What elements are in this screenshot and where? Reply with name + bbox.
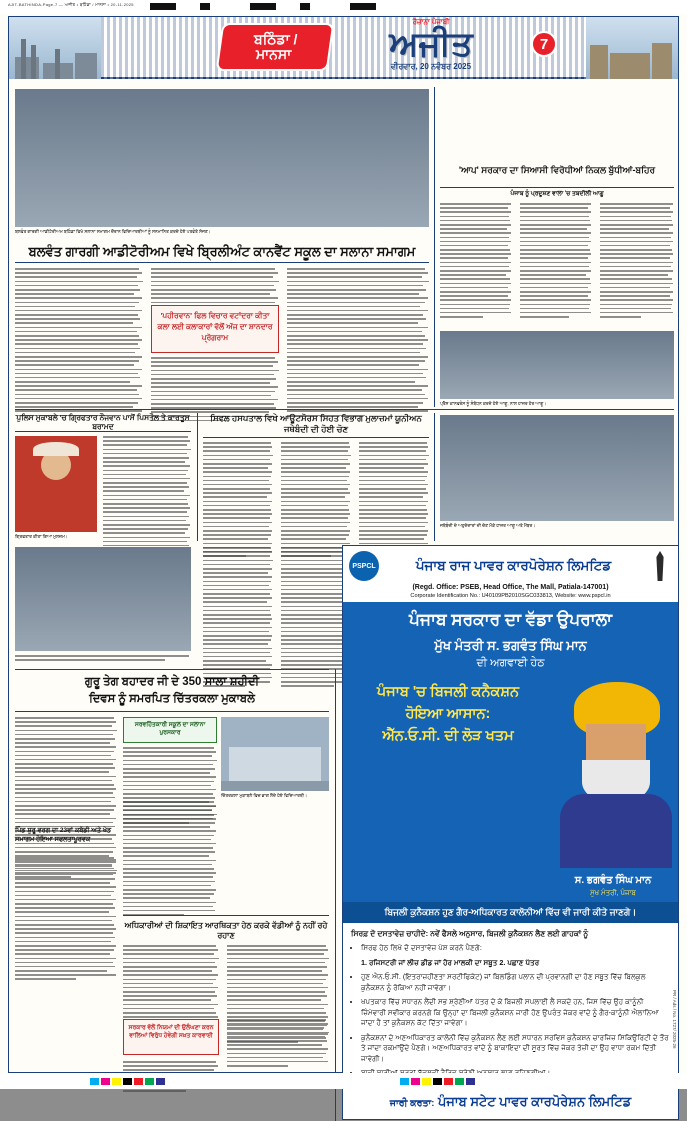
ad-bullet-list (351, 943, 670, 1079)
lead-col-1 (15, 268, 143, 419)
mid-divider-2 (434, 413, 435, 541)
ad-bullet-item: 1. ਰਜਿਸਟਰੀ ਜਾਂ ਲੀਜ਼ ਡੀਡ ਜਾਂ ਹੋਰ ਮਾਲਕੀ ਦਾ ਸਬੂਤ 2. ਪਛਾਣ ਪੱਤਰ (361, 957, 540, 967)
print-slug: AJIT-BATHINDA-Page-7 — ਅਜੀਤ • ਬਠਿੰਡਾ / ਮਾਨਸਾ • 20-11-2025 (8, 2, 134, 7)
ad-heading-4-line3: ਐੱਨ.ਓ.ਸੀ. ਦੀ ਲੋੜ ਖਤਮ (382, 728, 514, 744)
ad-bullet-item: • ਸਿਰਫ ਹੇਠ ਲਿਖੇ ਦੋ ਦਸਤਾਵੇਜ਼ ਪੇਸ਼ ਕਰਨੇ ਪੈਣਗੇ: (361, 943, 670, 954)
ad-list-lead: ਸਿਰਫ਼ ਦੋ ਦਸਤਾਵੇਜ਼ ਚਾਹੀਦੇ: ਨਵੇਂ ਫੈਸਲੇ ਅਨੁਸਾਰ, ਬਿਜਲੀ ਕੁਨੈਕਸ਼ਨ ਲੈਣ ਲਈ ਗਾਹਕਾਂ ਨੂੰ (351, 929, 589, 938)
bottom-left-redbox (123, 1019, 219, 1055)
ad-footer-prefix: ਜਾਰੀ ਕਰਤਾ: (389, 1097, 435, 1109)
ad-org-name: ਪੰਜਾਬ ਰਾਜ ਪਾਵਰ ਕਾਰਪੋਰੇਸ਼ਨ ਲਿਮਟਿਡ (415, 558, 612, 573)
lead-col-3 (287, 268, 429, 419)
top-right-photo-caption: ਪ੍ਰੈੱਸ ਕਾਨਫਰੰਸ ਨੂੰ ਸੰਬੋਧਨ ਕਰਦੇ ਹੋਏ ਆਗੂ, ਨਾਲ ਹਾਜ਼ਰ ਹੋਰ ਆਗੂ। (440, 401, 547, 406)
top-right-subhead: ਪੰਜਾਬ ਨੂੰ ਪ੍ਰਦੂਸ਼ਣ ਵਾਲਾ 'ਚ ਤਬਦੀਲੀ ਆਗੂ (510, 191, 604, 197)
chief-minister-name: ਸ. ਭਗਵੰਤ ਸਿੰਘ ਮਾਨ (574, 875, 652, 886)
ad-registered-office: (Regd. Office: PSEB, Head Office, The Mall, Patiala-147001) (412, 584, 609, 591)
mid-right-photo-caption: ਜਥੇਬੰਦੀ ਦੇ ਅਹੁਦੇਦਾਰਾਂ ਦੀ ਚੋਣ ਮੌਕੇ ਹਾਜ਼ਰ ਆਗੂ ਅਤੇ ਮੈਂਬਰ। (440, 523, 536, 528)
mid-right-photo (440, 415, 674, 521)
paper-title-block (341, 19, 521, 72)
pspcl-advertisement (342, 545, 679, 1120)
lower-left-note: ਪਿੰਡ ਸ਼ੁਰੂ ਵਰਗ ਦਾ 23ਵਾਂ ਕਬੱਡੀ ਅਤੇ ਖੇਡ ਸਮਾਗਮ ਹੋਇਆ ਸਫਲਤਾਪੂਰਵਕ (15, 827, 112, 843)
mid-center-rule (203, 437, 429, 438)
ad-hero (343, 602, 678, 902)
lead-photo (15, 89, 429, 227)
lead-photo-caption: ਬਲਵੰਤ ਗਾਰਗੀ ਆਡੀਟੋਰੀਅਮ ਬਠਿੰਡਾ ਵਿਖੇ ਸਲਾਨਾ ਸਮਾਗਮ ਦੌਰਾਨ ਵਿਦਿਆਰਥੀਆਂ ਨੂੰ ਸਨਮਾਨਿਤ ਕਰਦੇ ਹੋਏ ਪਤਵੰਤੇ ਸੱਜਣ। (15, 229, 211, 234)
lower-left-caption-lines (15, 655, 191, 663)
lower-left-headline-2: ਦਿਵਸ ਨੂੰ ਸਮਰਪਿਤ ਚਿੱਤਰਕਲਾ ਮੁਕਾਬਲੇ (89, 693, 255, 705)
ad-bullet-section (343, 923, 678, 1089)
ad-heading-4-line2: ਹੋਇਆ ਆਸਾਨ: (405, 706, 491, 722)
bottom-left-rule (123, 915, 329, 916)
cmyk-patches-right (400, 1078, 475, 1085)
lead-headline: ਬਲਵੰਤ ਗਾਰਗੀ ਆਡੀਟੋਰੀਅਮ ਵਿਖੇ ਬ੍ਰਿਲੀਅੰਟ ਕਾਨਵੈਂਟ ਸਕੂਲ ਦਾ ਸਲਾਨਾ ਸਮਾਗਮ (28, 244, 416, 259)
print-registration-bar (0, 0, 687, 14)
lead-pullquote-text: 'ਪਹੀਰਵਾਨ' ਫਿਲ ਵਿਚਾਰ ਵਟਾਂਦਰਾ ਕੀਤਾ ਕਲਾ ਲਈ ਕਲਾਕਾਰਾਂ ਵੱਲੋਂ ਅੱਜ ਦਾ ਸ਼ਾਨਦਾਰ ਪ੍ਰੋਗਰਾਮ (157, 311, 273, 342)
lower-left-photo (221, 717, 329, 791)
mid-left-text (103, 436, 191, 553)
top-right-col-1 (440, 203, 512, 320)
kurta-shape (560, 794, 672, 868)
masthead (9, 17, 678, 79)
chief-minister-photo (556, 682, 674, 868)
mid-left-photo-caption: ਗ੍ਰਿਫਤਾਰ ਕੀਤਾ ਗਿਆ ਮੁਲਜ਼ਮ। (15, 534, 68, 539)
city-line-2: ਮਾਨਸਾ (256, 46, 292, 62)
issue-date: ਵੀਰਵਾਰ, 20 ਨਵੰਬਰ 2025 (390, 62, 472, 71)
cmyk-patches-left (90, 1078, 165, 1085)
lower-left-rule-top (15, 669, 329, 670)
state-emblem-icon (648, 551, 672, 581)
column-divider-top (434, 87, 435, 407)
city-edition-badge (218, 25, 332, 69)
ad-reference-code: PR / Ads / No. 1727/ 2025-26 (672, 990, 677, 1049)
lower-left-note-text (15, 857, 117, 983)
bottom-left-col-3 (227, 1019, 329, 1069)
lower-left-col-1 (15, 717, 117, 880)
ad-heading-1: ਪੰਜਾਬ ਸਰਕਾਰ ਦਾ ਵੱਡਾ ਉਪਰਾਲਾ (409, 610, 612, 629)
lower-left-rule-bottom (15, 711, 329, 712)
lower-left-subbox (123, 717, 217, 743)
ad-left-divider (335, 669, 336, 1121)
ad-bullet-item: • ਖਪਤਕਾਰ ਵਿੱਚ ਸਧਾਰਨ ਲੈਂਦੀ ਸਭ ਸ਼੍ਰੇਣੀਆਂ ਪੱਤਰ ਦੇ ਕੇ ਬਿਜਲੀ ਸਪਲਾਈ ਲੈ ਸਕਦੇ ਹਨ, ਜਿਸ ਵਿੱਚ ਉਹ ਕਾਨੂੰਨੀ ਜ਼ਿੰਮੇਵਾਰੀ ਸਵੀਕਾਰ ਕਰਨਗੇ ਕਿ ਉਨ੍ਹਾਂ ਦਾ ਬਿਜਲੀ ਕੁਨੈਕਸ਼ਨ ਜਾਰੀ ਹੋਣ ਉਪਰੰਤ ਜੇਕਰ ਵਾਂਦੇ ਨੂੰ ਗੈਰ-ਕਾਨੂੰਨੀ ਐਲਾਨਿਆ ਜਾਂਦਾ ਹੈ ਤਾਂ ਕੁਨੈਕਸ਼ਨ ਕੱਟ ਦਿੱਤਾ ਜਾਵੇਗਾ। (361, 997, 670, 1029)
mid-center-col-1 (203, 442, 273, 559)
mid-center-col-2 (281, 442, 351, 559)
top-right-col-2 (520, 203, 592, 320)
ad-footer (343, 1089, 678, 1116)
ad-org-row (349, 551, 672, 581)
lead-col-2 (151, 268, 279, 310)
section-divider-1 (15, 409, 674, 410)
lead-pullquote-box (151, 305, 279, 353)
ad-heading-4-line1: ਪੰਜਾਬ 'ਚ ਬਿਜਲੀ ਕਨੈਕਸ਼ਨ (376, 684, 520, 700)
chief-minister-designation: ਮੁੱਖ ਮੰਤਰੀ, ਪੰਜਾਬ (590, 890, 636, 897)
lower-mid-text (123, 801, 217, 918)
mid-left-photo (15, 436, 97, 532)
mid-center-headline: ਸਿਵਲ ਹਸਪਤਾਲ ਵਿਖੇ ਆਊਟਸੋਰਸ ਸਿਹਤ ਵਿਭਾਗ ਮੁਲਾਜ਼ਮਾਂ ਯੂਨੀਅਨ ਜਥੇਬੰਦੀ ਦੀ ਹੋਈ ਚੋਣ (210, 413, 422, 434)
ad-highlight-strip: ਬਿਜਲੀ ਕੁਨੈਕਸ਼ਨ ਹੁਣ ਗੈਰ-ਅਧਿਕਾਰਤ ਕਾਲੋਨੀਆਂ ਵਿੱਚ ਵੀ ਜਾਰੀ ਕੀਤੇ ਜਾਣਗੇ। (343, 902, 678, 923)
masthead-left-image (9, 17, 101, 79)
ad-bullet-item: • ਕੁਨੈਕਸ਼ਨਾਂ ਦੇ ਅਣਅਧਿਕਾਰਤ ਕਾਲੋਨੀ ਵਿੱਚ ਕੁਨੈਕਸ਼ਨ ਲੈਣ ਲਈ ਸਧਾਰਨ ਸਰਵਿਸ ਕੁਨੈਕਸ਼ਨ ਚਾਰਜਿਜ਼ ਸਿਕਿਉਰਿਟੀ ਦੇ ਤੌਰ ਤੇ ਜਾਂਦਾ ਰਕਮਾਂਉਂਦੇ ਪੈਣਗੇ। ਅਣਅਧਿਕਾਰਤ ਵਾਂਦੇ ਨੂੰ ਬਾਕਾਇਦਾ ਦੀ ਸੂਰਤ ਵਿੱਚ ਜੇਕਰ ਤੇਜ਼ੀ ਦਾ ਉਹ ਵਾਧਾ ਰਕਮ ਦਿੱਤੀ ਜਾਵੇਗੀ। (361, 1033, 670, 1065)
bottom-left-redbox-text: ਸਰਕਾਰ ਵੱਲੋਂ ਨਿਯਮਾਂ ਦੀ ਉਲੰਘਣਾ ਕਰਨ ਵਾਲਿਆਂ ਵਿਰੁੱਧ ਹੋਵੇਗੀ ਸਖ਼ਤ ਕਾਰਵਾਈ (128, 1025, 214, 1039)
page-frame (8, 16, 679, 1109)
ad-heading-2: ਮੁੱਖ ਮੰਤਰੀ ਸ. ਭਗਵੰਤ ਸਿੰਘ ਮਾਨ (434, 638, 587, 653)
top-right-headline: 'ਆਪ' ਸਰਕਾਰ ਦਾ ਸਿਆਸੀ ਵਿਰੋਧੀਆਂ ਨਿਕਲ ਬੁੱਧੀਆਂ-ਬਹਿਰ (458, 165, 656, 175)
top-right-rule (440, 187, 674, 188)
mid-center-col-3 (359, 442, 429, 559)
pspcl-logo-icon: PSPCL (349, 551, 379, 581)
ad-bullet-item: • ਹੁਣ ਐਨ.ਓ.ਸੀ. (ਇਤਰਾਜ਼ਹੀਣਤਾ ਸਰਟੀਫਿਕੇਟ) ਜਾਂ ਬਿਲਡਿੰਗ ਪਲਾਨ ਦੀ ਪ੍ਰਵਾਨਗੀ ਦਾ ਹੋਣ ਸਬੂਤ ਵਿੱਚ ਬਿਲਕੁਲ ਕੁਨੈਕਸ਼ਨ ਨੂੰ ਰੋਕਿਆ ਨਹੀਂ ਜਾਵੇਗਾ। (361, 972, 670, 993)
ad-heading-3: ਦੀ ਅਗਵਾਈ ਹੇਠ (476, 657, 545, 669)
masthead-center (101, 17, 586, 79)
lower-left-subbox-text: ਸਰਵਹਿੱਤਕਾਰੀ ਸਕੂਲ ਦਾ ਸਲਾਨਾ ਪੁਰਸਕਾਰ (134, 722, 206, 736)
ad-footer-line (345, 1094, 676, 1110)
print-color-bar (0, 1073, 687, 1089)
mid-divider-1 (197, 413, 198, 541)
paper-name: ਅਜੀਤ (389, 25, 473, 63)
ad-footer-org: ਪੰਜਾਬ ਸਟੇਟ ਪਾਵਰ ਕਾਰਪੋਰੇਸ਼ਨ ਲਿਮਟਿਡ (438, 1093, 632, 1109)
top-right-col-3 (600, 203, 674, 320)
lead-rule (15, 262, 429, 263)
mid-left-headline: ਪੁਲਿਸ ਮੁਕਾਬਲੇ 'ਚ ਗ੍ਰਿਫਤਾਰ ਨੌਜਵਾਨ ਪਾਸੋਂ ਪਿਸਤੌਲ ਤੇ ਕਾਰਤੂਸ ਬਰਾਮਦ (16, 413, 190, 431)
lower-left-group-photo (15, 547, 191, 651)
ad-header (343, 546, 678, 602)
lower-left-headline-1: ਗੁਰੂ ਤੇਗ ਬਹਾਦਰ ਜੀ ਦੇ 350 ਸਾਲਾ ਸ਼ਹੀਦੀ (84, 676, 260, 688)
paper-subtitle: ਰੋਜ਼ਾਨਾ ਪੰਜਾਬੀ (412, 19, 450, 26)
lower-left-photo-caption: ਚਿੱਤਰਕਲਾ ਮੁਕਾਬਲੇ ਵਿਚ ਭਾਗ ਲੈਂਦੇ ਹੋਏ ਵਿਦਿਆਰਥੀ। (221, 793, 307, 798)
masthead-right-image (586, 17, 678, 79)
ad-cin: Corporate Identification No.: U40109PB2010SGC033813, Website: www.pspcl.in (410, 593, 611, 599)
page-number-badge: 7 (531, 31, 557, 57)
top-right-photo (440, 331, 674, 399)
city-line-1: ਬਠਿੰਡਾ / (254, 31, 298, 47)
bottom-left-headline: ਅਧਿਕਾਰੀਆਂ ਦੀ ਸ਼ਿਕਾਇਤ ਆਰਥਿਕਤਾ ਹੇਠ ਕਰਕੇ ਵੱਡੀਆਂ ਨੂੰ ਨਹੀਂ ਰਹੇ ਰਹਾਣ (124, 921, 328, 940)
mid-left-rule (15, 431, 191, 432)
